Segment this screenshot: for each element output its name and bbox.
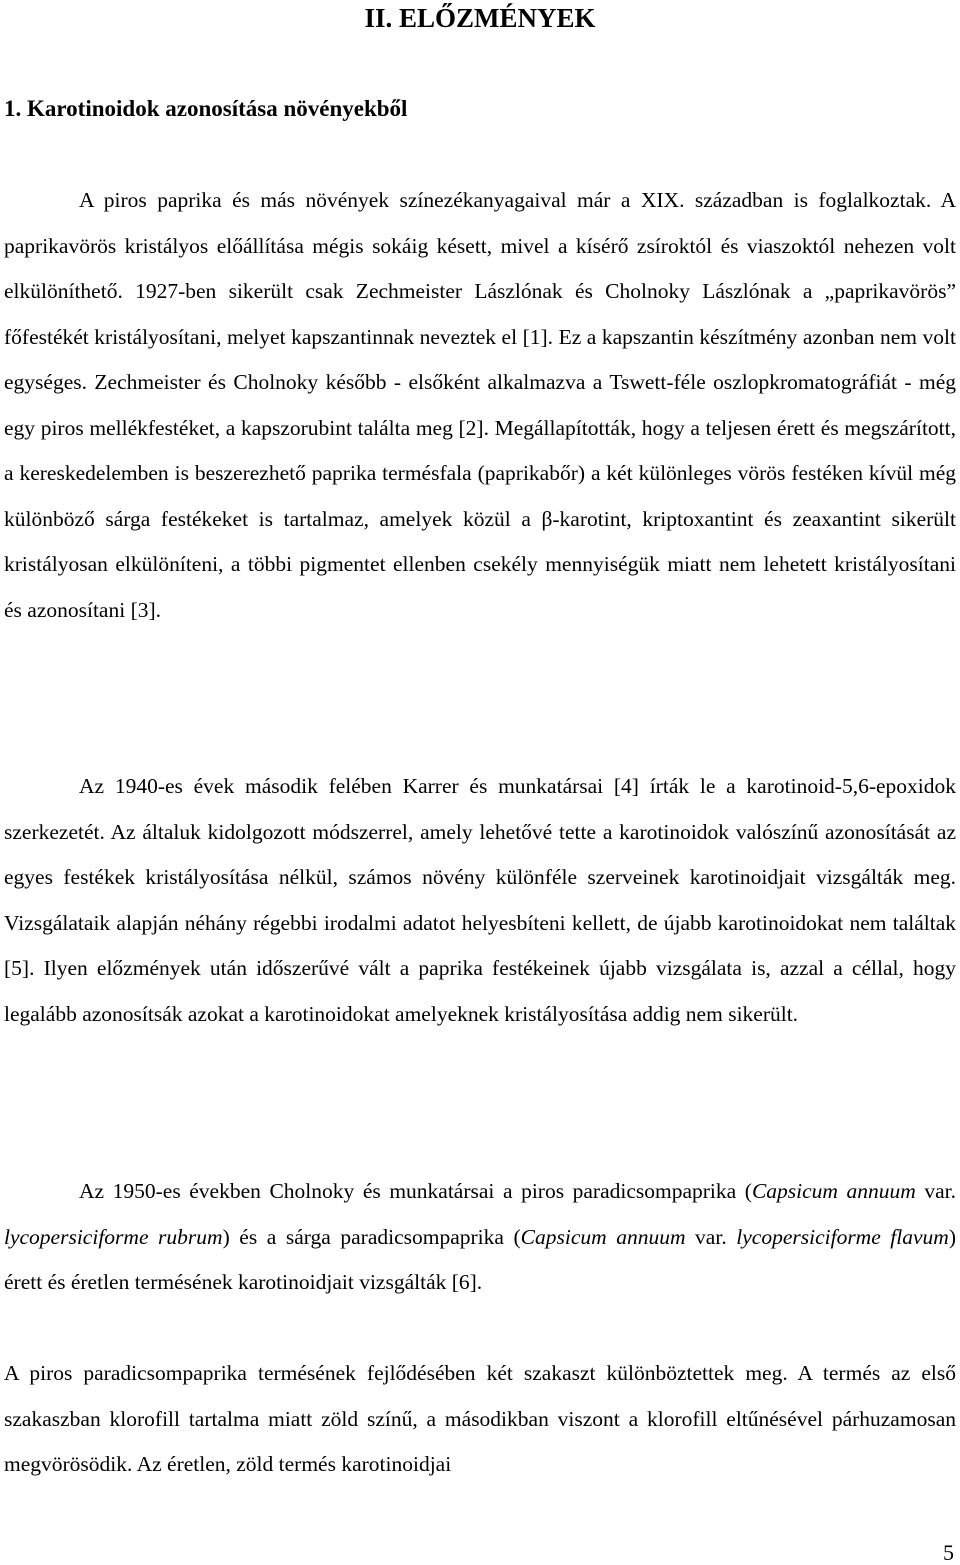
paragraph-4: A piros paradicsompaprika termésének fejlődésében két szakaszt különböztettek meg. A termés az első szakaszban klorofill tartalma miatt zöld színű, a másodikban viszont a klorofill eltűnésével párhuzamosan megvörösödik. Az éretlen, zöld termés karotinoidjai — [4, 1361, 956, 1476]
variety-name-2: lycopersiciforme flavum — [736, 1224, 949, 1249]
paragraph-3-text-5: ) érett és éretlen termésének karotinoidjait vizsgálták [6]. — [4, 1224, 956, 1294]
paragraph-3-text-1: Az 1950-es években Cholnoky és munkatársai a piros paradicsompaprika ( — [79, 1179, 752, 1203]
page-number: 5 — [943, 1540, 954, 1565]
paragraph-1: A piros paprika és más növények színezékanyagaival már a XIX. században is foglalkoztak. A paprikavörös kristályos előállítása mégis sokáig késett, mivel a kísérő zsíroktól és viaszoktól nehezen volt elkülöníthető. 1927-ben sikerült csak Zechmeister Lászlónak és Cholnoky Lászlónak a „paprikavörös” főfestékét kristályosítani, melyet kapszantinnak neveztek el [1]. Ez a kapszantin készítmény azonban nem volt egységes. Zechmeister és Cholnoky később - elsőként alkalmazva a Tswett-féle oszlopkromatográfiát - még egy piros mellékfestéket, a kapszorubint találta meg [2]. Megállapították, hogy a teljesen érett és megszárított, a kereskedelemben is beszerezhető paprika termésfala (paprikabőr) a két különleges vörös festéken kívül még különböző sárga festékeket is tartalmaz, amelyek közül a β-karotint, kriptoxantint és zeaxantint sikerült kristályosan elkülöníteni, a többi pigmentet ellenben csekély mennyiségük miatt nem lehetett kristályosítani és azonosítani [3]. — [4, 188, 956, 622]
species-name-2: Capsicum annuum — [520, 1224, 686, 1249]
paragraph-2: Az 1940-es évek második felében Karrer és munkatársai [4] írták le a karotinoid-5,6-epoxidok szerkezetét. Az általuk kidolgozott módszerrel, amely lehetővé tette a karotinoidok valószínű azonosítását az egyes festékek kristályosítása nélkül, számos növény különféle szerveinek karotinoidjait vizsgálták meg. Vizsgálataik alapján néhány régebbi irodalmi adatot helyesbíteni kellett, de újabb karotinoidokat nem találtak [5]. Ilyen előzmények után időszerűvé vált a paprika festékeinek újabb vizsgálata is, azzal a céllal, hogy legalább azonosítsák azokat a karotinoidokat amelyeknek kristályosítása addig nem sikerült. — [4, 774, 956, 1026]
section-title: 1. Karotinoidok azonosítása növényekből — [4, 96, 408, 121]
variety-name-1: lycopersiciforme rubrum — [4, 1224, 223, 1249]
paragraph-3 — [4, 1169, 956, 1306]
paragraph-3-text-3: ) és a sárga paradicsompaprika ( — [222, 1224, 521, 1249]
paragraph-3-text-4: var. — [685, 1224, 737, 1249]
species-name-1: Capsicum annuum — [751, 1179, 916, 1203]
chapter-title: II. ELŐZMÉNYEK — [364, 3, 596, 33]
paragraph-3-text-2: var. — [915, 1179, 956, 1203]
